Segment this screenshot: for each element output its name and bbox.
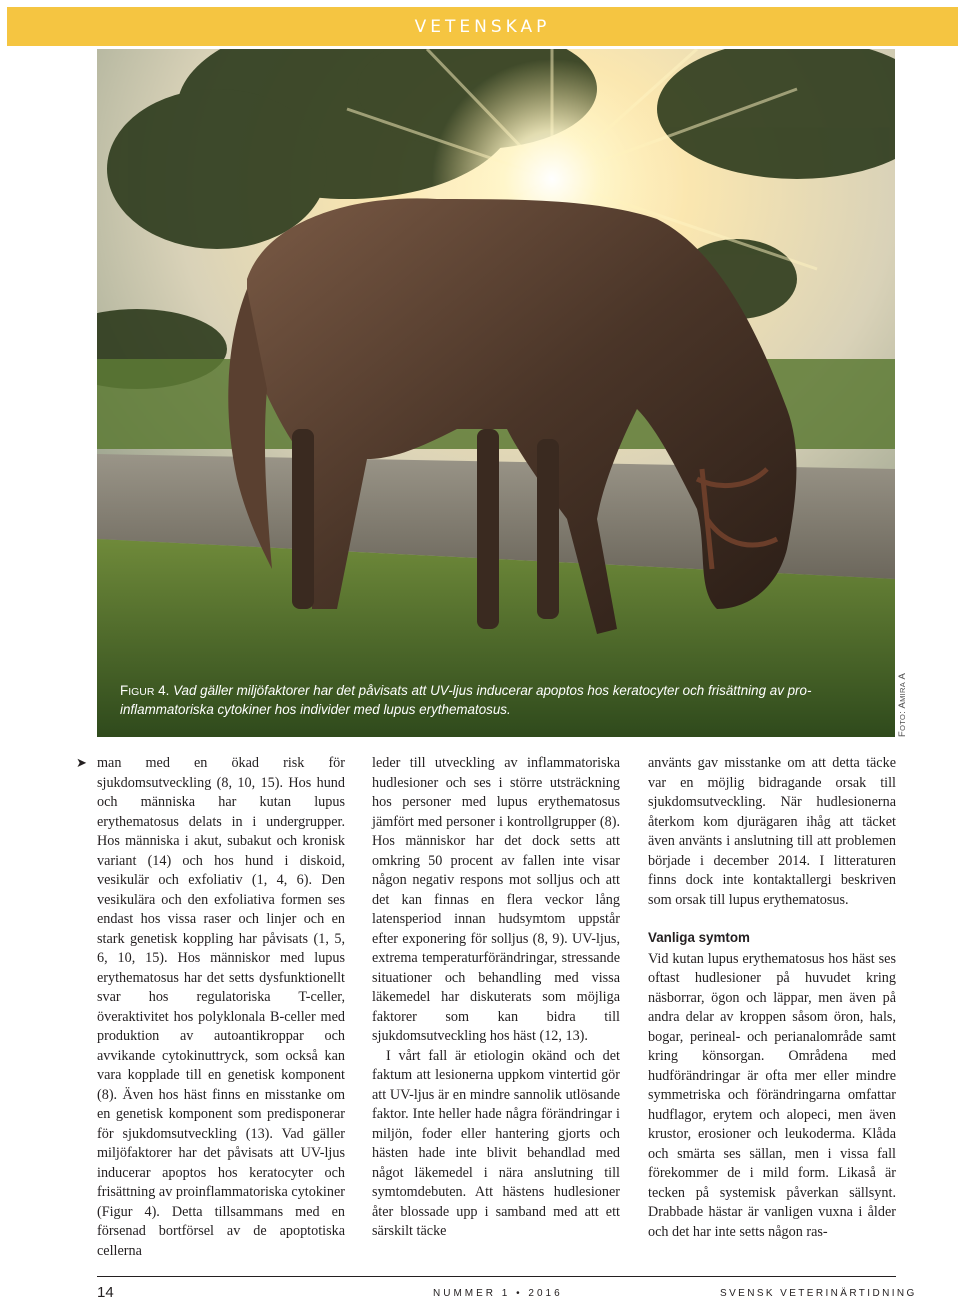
figure-caption-text: Vad gäller miljöfaktorer har det påvisats att UV-ljus inducerar apoptos hos keratocyter och frisättning av pro- inflammatoriska cytokiner hos individer med lupus erythematosus.	[120, 683, 812, 717]
section-banner	[7, 7, 958, 46]
paragraph: leder till utveckling av inflammatoriska hudlesioner och ses i större utsträckning hos personer med lupus erythematosus jämfört med personer i kontrollgrupper (8). Hos människor har det dock setts att omkring 50 procent av fallen inte visar någon negativ respons mot solljus och att det kan finnas en flera veckor lång latensperiod innan hudsymtom uppstår efter exponering för solljus (8, 9). UV-ljus, extrema temperaturförändringar, stressande situationer och behandling med vissa läkemedel har diskuterats som möjliga faktorer som kan bidra till sjukdomsutveckling hos häst (12, 13).	[372, 755, 620, 1044]
body-column-1	[97, 754, 345, 1261]
paragraph: använts gav misstanke om att detta täcke var en möjlig bidragande orsak till sjukdomsutveckling. När hudlesionerna återkom kom djurägaren ihåg att täcket även använts i anslutning till att problemen började i december 2014. I litteraturen finns dock inte kontaktallergi beskriven som orsak till lupus erythematosus.	[648, 755, 896, 908]
section-title: VETENSKAP	[414, 17, 551, 37]
body-column-2	[372, 754, 620, 1242]
issue-label: NUMMER 1 • 2016	[433, 1288, 563, 1299]
continuation-arrow-icon: ➤	[76, 756, 87, 771]
horse-photo	[97, 49, 895, 737]
journal-name: SVENSK VETERINÄRTIDNING	[720, 1288, 917, 1299]
body-column-3	[648, 754, 896, 1242]
page-number: 14	[97, 1284, 114, 1301]
figure-label: FIGUR 4.	[120, 683, 170, 698]
paragraph: I vårt fall är etiologin okänd och det faktum att lesionerna uppkom vintertid gör att UV-ljus är en mindre sannolik utlösande faktor. Inte heller hade några förändringar i miljön, foder eller hantering gjorts och hästen hade inte blivit behandlad med något läkemedel i nära anslutning till symtomdebuten. Att hästens hudlesioner åter blossade upp i samband med att ett särskilt täcke	[372, 1047, 620, 1239]
section-subheading: Vanliga symtom	[648, 930, 750, 945]
paragraph: Vid kutan lupus erythematosus hos häst ses oftast hudlesioner på huvudet kring näsborrar, ögon och läppar, men även på andra delar av kroppen såsom öron, hals, bogar, perineal- och perianalområde samt kring könsorgan. Områdena med hudförändringar är ofta mer eller mindre symmetriska och förändringarna omfattar hudflagor, erytem och alopeci, men även krustor, erosioner och leukoderma. Klåda och smärta ses sällan, men i vissa fall förekommer de i mild form. Likaså är tecken på systemisk påverkan sällsynt. Drabbade hästar är vanligen vuxna i ålder och det har inte setts någon ras-	[648, 950, 896, 1240]
figure-caption	[120, 682, 880, 718]
photo-credit: FOTO: AMIRA A	[897, 672, 908, 737]
footer-divider	[97, 1276, 896, 1277]
paragraph: man med en ökad risk för sjukdomsutveckling (8, 10, 15). Hos hund och människa har kutan lupus erythematosus delats in i undergrupper. Hos människa i akut, subakut och kronisk variant (14) och hos hund i diskoid, vesikulär och exfoliativ (1, 4, 6). Den vesikulära och den exfoliativa formen ses endast hos vissa raser och linjer och en stark genetisk koppling har påvisats (1, 5, 6, 10, 15). Hos människor med lupus erythematosus har det setts dysfunktionellt svar hos regulatoriska T-celler, överaktivitet hos polyklonala B-celler med produktion av autoantikroppar och avvikande cytokinuttryck, som också kan vara kopplade till en genetisk komponent (8). Även hos häst finns en misstanke om en genetisk komponent som predisponerar för sjukdomsutveckling (13). Vad gäller miljöfaktorer har det påvisats att UV-ljus inducerar apoptos hos keratocyter och frisättning av proinflammatoriska cytokiner (Figur 4). Detta tillsammans med en försenad bortförsel av de apoptotiska cellerna	[97, 755, 345, 1259]
